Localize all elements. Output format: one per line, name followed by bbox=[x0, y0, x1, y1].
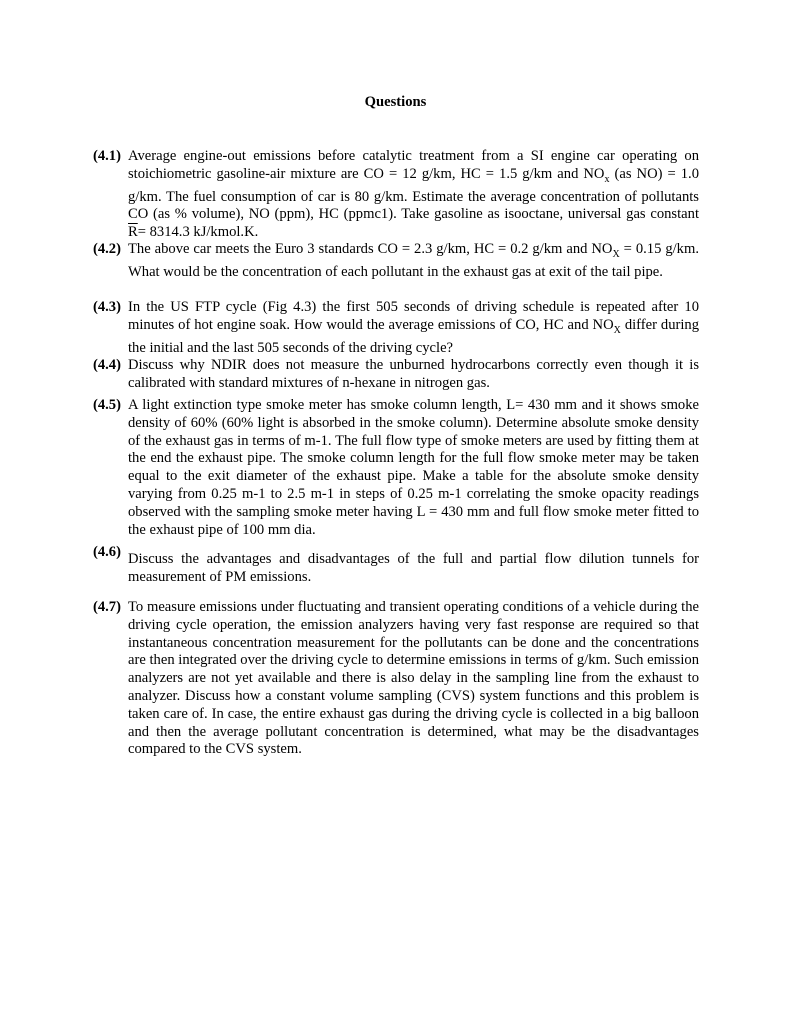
question-number: (4.4) bbox=[93, 357, 121, 373]
question-number: (4.3) bbox=[93, 299, 121, 315]
question-4-5 bbox=[93, 397, 699, 539]
question-text: To measure emissions under fluctuating and transient operating conditions of a vehicle during the driving cycle operation, the emission analyzers having very fast response are required so that instantaneous concentration measurement for the pollutants can be done and the concentrations are then integrated over the driving cycle to determine emissions in terms of g/km. Such emission analyzers are not yet available and there is also delay in the sampling line from the exhaust to analyzer. Discuss how a constant volume sampling (CVS) system functions and this problem is taken care of. In case, the entire exhaust gas during the driving cycle is collected in a big balloon and then the average pollutant concentration is determined, what may be the disadvantages compared to the CVS system. bbox=[128, 599, 699, 758]
question-number: (4.1) bbox=[93, 148, 121, 164]
question-text: The above car meets the Euro 3 standards CO = 2.3 g/km, HC = 0.2 g/km and $NO_X = 0.15$ g/km. What would be the concentration of each pollutant in the exhaust gas at exit of the tail pipe. bbox=[128, 241, 699, 280]
question-number: (4.2) bbox=[93, 241, 121, 257]
question-4-7 bbox=[93, 599, 699, 759]
gas-constant-symbol: $\overline{R}$ bbox=[128, 224, 138, 241]
question-text: Discuss the advantages and disadvantages of the full and partial flow dilution tunnels for measurement of PM emissions. bbox=[128, 551, 699, 585]
page-title: Questions bbox=[364, 94, 427, 110]
question-text: Average engine-out emissions before catalytic treatment from a SI engine car operating on stoichiometric gasoline-air mixture are CO = 12 g/km, HC = 1.5 g/km and $NO_x$ (as NO) = 1.0 g/km. The fuel consumption of car is 80 g/km. Estimate the average concentration of pollutants CO (as % volume), NO (ppm), HC (ppmc1). Take gasoline as isooctane, universal gas constant $\overline{R}= 8314.3$ kJ/kmol.K. bbox=[128, 148, 699, 241]
question-number: (4.7) bbox=[93, 599, 121, 615]
question-text: Discuss why NDIR does not measure the unburned hydrocarbons correctly even though it is calibrated with standard mixtures of n-hexane in nitrogen gas. bbox=[128, 357, 699, 391]
question-4-6 bbox=[93, 544, 699, 587]
question-4-2 bbox=[93, 241, 699, 282]
question-text: In the US FTP cycle (Fig 4.3) the first 505 seconds of driving schedule is repeated after 10 minutes of hot engine soak. How would the average emissions of CO, HC and $NO_X$ differ during the initial and the last 505 seconds of the driving cycle? bbox=[128, 299, 700, 356]
question-number: (4.6) bbox=[93, 544, 121, 560]
question-4-1 bbox=[93, 148, 699, 242]
question-4-3 bbox=[93, 299, 699, 357]
question-number: (4.5) bbox=[93, 397, 121, 413]
question-4-4 bbox=[93, 357, 699, 393]
question-text: A light extinction type smoke meter has smoke column length, L= 430 mm and it shows smoke density of 60% (60% light is absorbed in the smoke column). Determine absolute smoke density of the exhaust gas in terms of m-1. The full flow type of smoke meters are used by fitting them at the end the exhaust pipe. The smoke column length for the full flow smoke meter may be taken equal to the exit diameter of the exhaust pipe. Make a table for the absolute smoke density varying from 0.25 m-1 to 2.5 m-1 in steps of 0.25 m-1 correlating the smoke opacity readings observed with the sampling smoke meter having L = 430 mm and full flow smoke meter fitted to the exhaust pipe of 100 mm dia. bbox=[128, 397, 699, 538]
